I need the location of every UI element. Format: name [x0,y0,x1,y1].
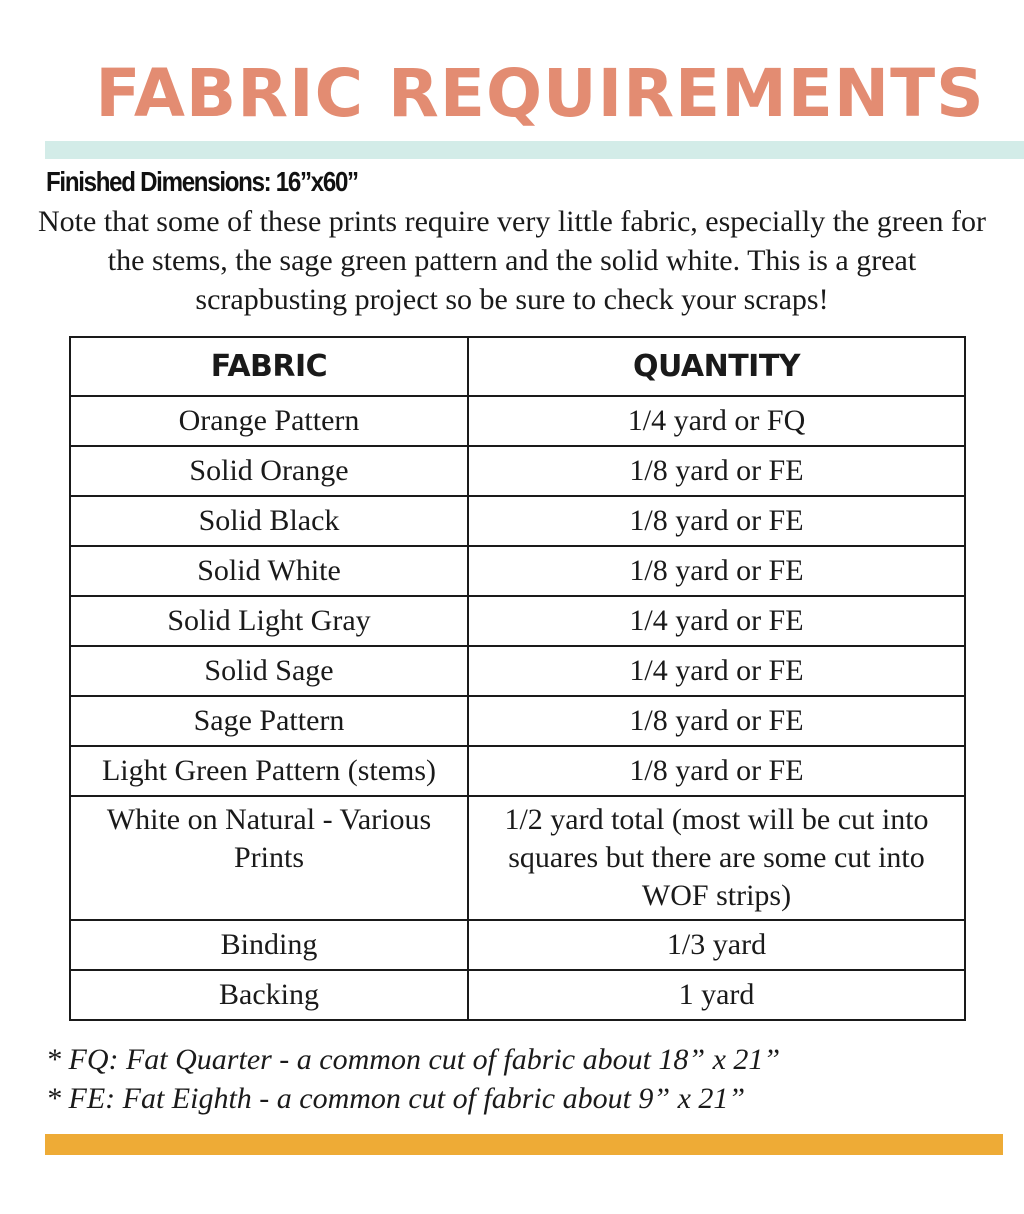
fabric-cell: Solid Light Gray [70,596,468,646]
quantity-cell: 1/4 yard or FE [468,596,965,646]
bottom-accent-band [45,1134,1003,1155]
intro-note: Note that some of these prints require very little fabric, especially the green for the stems, the sage green pattern and the solid white. This is a great scrapbusting project so be sure to check your scraps! [38,205,986,316]
table-row [70,696,965,746]
fabric-cell: Solid Sage [70,646,468,696]
footnote-fq: * FQ: Fat Quarter - a common cut of fabric about 18” x 21” [46,1043,781,1076]
quantity-cell: 1/4 yard or FE [468,646,965,696]
table-row [70,796,965,920]
quantity-cell: 1/8 yard or FE [468,496,965,546]
quantity-cell: 1/2 yard total (most will be cut into squares but there are some cut into WOF strips) [468,796,965,920]
table-row [70,396,965,446]
table-row [70,646,965,696]
quantity-cell: 1/8 yard or FE [468,696,965,746]
fabric-cell: Light Green Pattern (stems) [70,746,468,796]
fabric-cell: Solid Orange [70,446,468,496]
quantity-cell: 1/8 yard or FE [468,746,965,796]
header-quantity: QUANTITY [468,337,965,396]
table-row [70,546,965,596]
footnotes [46,1040,780,1118]
table-header-row [70,337,965,396]
finished-dimensions: Finished Dimensions: 16”x60” [46,166,358,197]
footnote-fe: * FE: Fat Eighth - a common cut of fabric about 9” x 21” [46,1082,746,1115]
page-title: FABRIC REQUIREMENTS [95,55,985,132]
fabric-cell: Solid White [70,546,468,596]
table-row [70,746,965,796]
header-fabric: FABRIC [70,337,468,396]
table-row [70,496,965,546]
fabric-cell: Sage Pattern [70,696,468,746]
quantity-cell: 1/8 yard or FE [468,446,965,496]
fabric-cell: Solid Black [70,496,468,546]
fabric-cell: Orange Pattern [70,396,468,446]
quantity-cell: 1/3 yard [468,920,965,970]
top-accent-band [45,141,1024,159]
table-row [70,596,965,646]
fabric-cell: Binding [70,920,468,970]
table-row [70,446,965,496]
table-row [70,970,965,1020]
fabric-cell: Backing [70,970,468,1020]
fabric-requirements-table [69,336,966,1021]
fabric-cell: White on Natural - Various Prints [70,796,468,920]
quantity-cell: 1/4 yard or FQ [468,396,965,446]
quantity-cell: 1 yard [468,970,965,1020]
table-row [70,920,965,970]
quantity-cell: 1/8 yard or FE [468,546,965,596]
